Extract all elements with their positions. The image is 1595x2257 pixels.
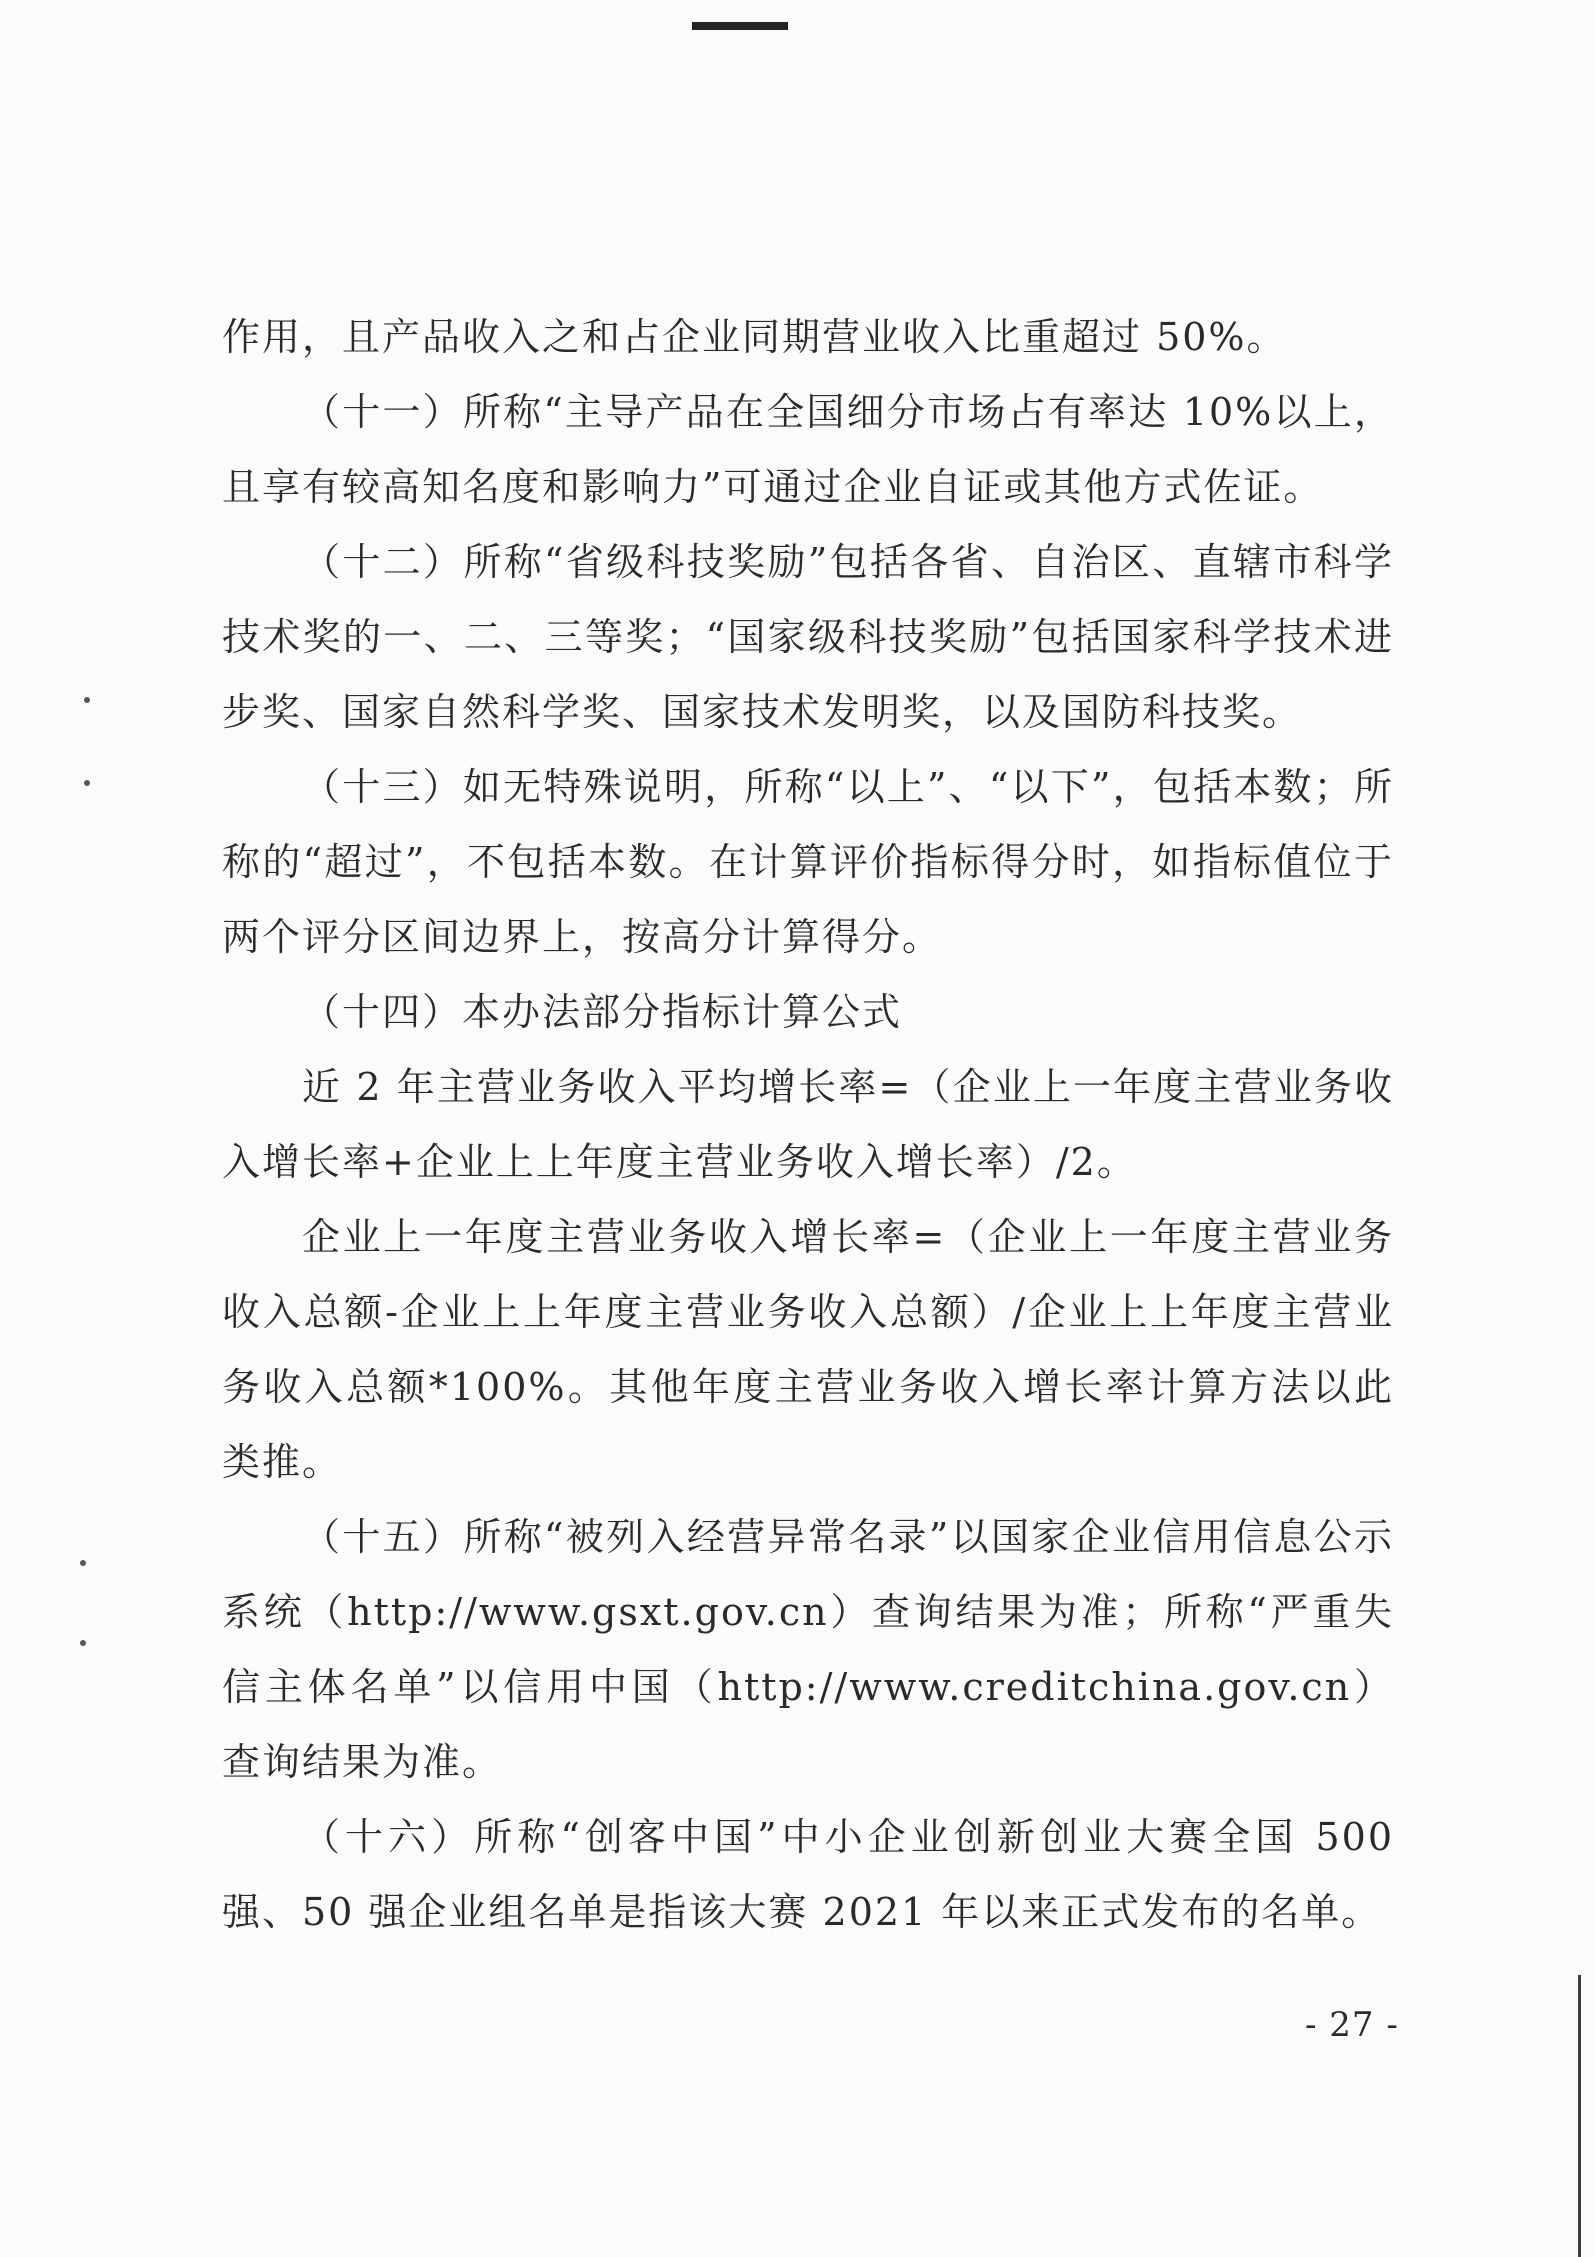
paragraph-continuation: 作用，且产品收入之和占企业同期营业收入比重超过 50%。 [222, 315, 1287, 359]
header-rule [692, 22, 788, 30]
paragraph-item-12: （十二）所称“省级科技奖励”包括各省、自治区、直辖市科学技术奖的一、二、三等奖；“国家级科技奖励”包括国家科学技术进步奖、国家自然科学奖、国家技术发明奖，以及国防科技奖。 [222, 540, 1394, 734]
page-number: - 27 - [1305, 2005, 1399, 2045]
scan-speck [84, 697, 90, 703]
paragraph-item-13: （十三）如无特殊说明，所称“以上”、“以下”，包括本数；所称的“超过”，不包括本数。在计算评价指标得分时，如指标值位于两个评分区间边界上，按高分计算得分。 [222, 765, 1394, 959]
paragraph-item-14: （十四）本办法部分指标计算公式 [302, 990, 903, 1034]
formula-annual-growth: 企业上一年度主营业务收入增长率=（企业上一年度主营业务收入总额-企业上上年度主营业务收入总额）/企业上上年度主营业务收入总额*100%。其他年度主营业务收入增长率计算方法以此类推。 [222, 1215, 1394, 1484]
page-edge-line [1578, 1975, 1581, 2257]
scan-speck [80, 1560, 86, 1566]
scan-speck [80, 1640, 86, 1646]
paragraph-item-16: （十六）所称“创客中国”中小企业创新创业大赛全国 500 强、50 强企业组名单是指该大赛 2021 年以来正式发布的名单。 [222, 1815, 1394, 1934]
document-body [222, 300, 1394, 1950]
formula-avg-growth: 近 2 年主营业务收入平均增长率=（企业上一年度主营业务收入增长率+企业上上年度主营业务收入增长率）/2。 [222, 1065, 1394, 1184]
paragraph-item-11: （十一）所称“主导产品在全国细分市场占有率达 10%以上，且享有较高知名度和影响力”可通过企业自证或其他方式佐证。 [222, 390, 1394, 509]
paragraph-item-15: （十五）所称“被列入经营异常名录”以国家企业信用信息公示系统（http://www.gsxt.gov.cn）查询结果为准；所称“严重失信主体名单”以信用中国（http://www.creditchina.gov.cn）查询结果为准。 [222, 1515, 1394, 1784]
scan-speck [84, 780, 90, 786]
